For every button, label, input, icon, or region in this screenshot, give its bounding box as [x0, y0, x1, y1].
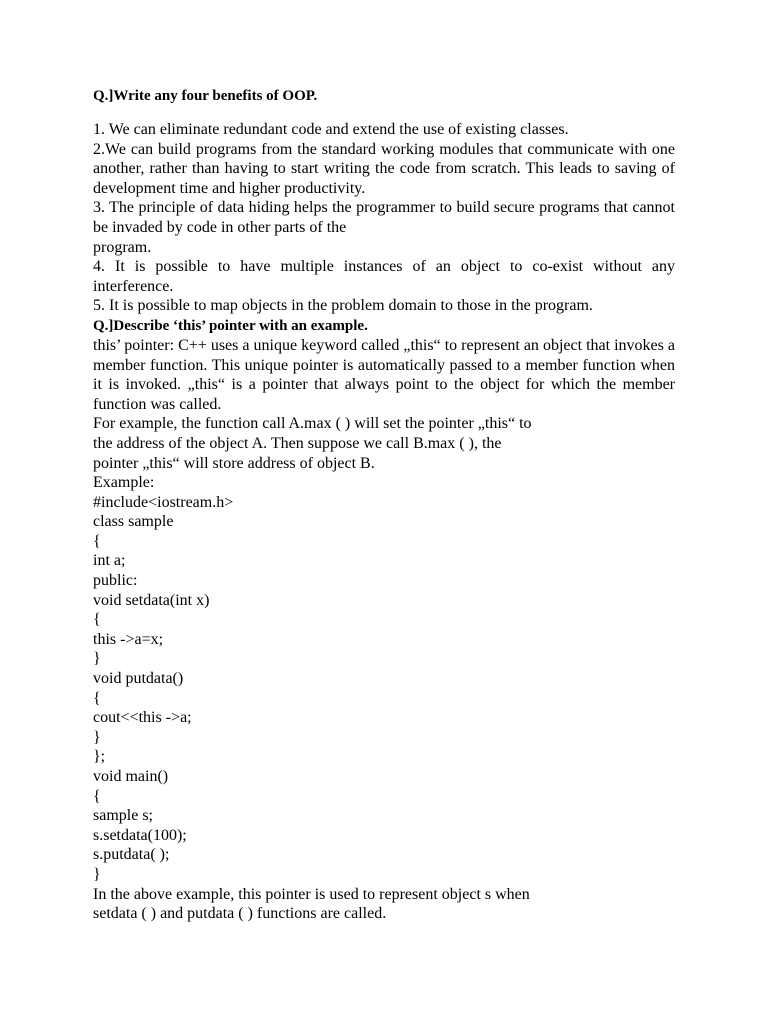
example-line: the address of the object A. Then suppose we call B.max ( ), the — [93, 434, 502, 452]
conclusion-line: In the above example, this pointer is used to represent object s when — [93, 885, 530, 903]
conclusion-line: setdata ( ) and putdata ( ) functions are called. — [93, 905, 387, 923]
code-line: #include<iostream.h> — [93, 493, 234, 511]
code-line: public: — [93, 572, 138, 590]
code-line: { — [93, 787, 101, 805]
benefit-5: 5. It is possible to map objects in the problem domain to those in the program. — [93, 297, 593, 315]
example-label: Example: — [93, 474, 155, 492]
document-page — [93, 86, 675, 924]
code-line: s.setdata(100); — [93, 826, 187, 844]
benefit-4: 4. It is possible to have multiple instances of an object to co-exist without any interference. — [93, 258, 675, 295]
code-line: void main() — [93, 768, 169, 785]
code-line: } — [93, 650, 101, 668]
code-line: }; — [93, 748, 106, 766]
code-line: { — [93, 611, 101, 629]
benefit-1: 1. We can eliminate redundant code and extend the use of existing classes. — [93, 121, 569, 138]
benefit-2: 2.We can build programs from the standard working modules that communicate with one another, rather than having to start writing the code from scratch. This leads to saving of development time and higher productivity. — [93, 140, 675, 197]
code-line: int a; — [93, 552, 126, 570]
code-line: } — [93, 865, 101, 883]
code-line: } — [93, 728, 101, 746]
example-line: For example, the function call A.max ( ) will set the pointer „this“ to — [93, 415, 532, 433]
question-1-heading: Q.]Write any four benefits of OOP. — [93, 88, 318, 104]
code-block — [93, 493, 675, 885]
code-line: void setdata(int x) — [93, 591, 210, 609]
this-pointer-intro: this’ pointer: C++ uses a unique keyword called „this“ to represent an object that invokes a member function. This unique pointer is automatically passed to a member function when it is invoked. „this“ is a pointer that always point to the object for which the member function was called. — [93, 336, 675, 413]
benefit-3-continuation: program. — [93, 238, 152, 256]
code-line: cout<<this ->a; — [93, 709, 192, 727]
code-line: class sample — [93, 513, 174, 531]
code-line: void putdata() — [93, 670, 184, 688]
code-line: this ->a=x; — [93, 630, 164, 648]
code-line: sample s; — [93, 807, 153, 825]
question-2-heading: Q.]Describe ‘this’ pointer with an example. — [93, 317, 368, 334]
code-line: s.putdata( ); — [93, 846, 170, 864]
code-line: { — [93, 689, 101, 707]
benefit-3: 3. The principle of data hiding helps the programmer to build secure programs that cannot be invaded by code in other parts of the — [93, 199, 675, 236]
code-line: { — [93, 532, 101, 550]
example-line: pointer „this“ will store address of object B. — [93, 454, 375, 472]
